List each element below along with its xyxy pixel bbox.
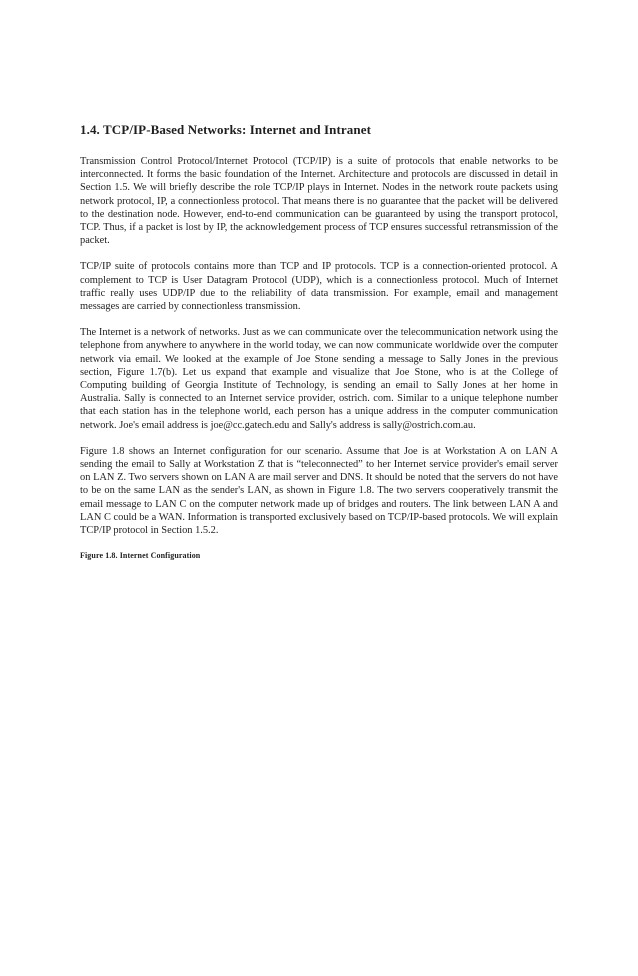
paragraph-tcpip-suite: TCP/IP suite of protocols contains more than TCP and IP protocols. TCP is a connection-oriented protocol. A complement to TCP is User Datagram Protocol (UDP), which is a connectionless protocol. Much of Internet traffic really uses UDP/IP due to the reliability of data transmission. For example, email and management messages are carried by connectionless transmission. bbox=[80, 261, 558, 313]
document-page bbox=[80, 122, 558, 561]
paragraph-internet-configuration: Figure 1.8 shows an Internet configuration for our scenario. Assume that Joe is at Workstation A on LAN A sending the email to Sally at Workstation Z that is “teleconnected” to her Internet service provider's email server on LAN Z. Two servers shown on LAN A are mail server and DNS. It should be noted that the servers do not have to be on the same LAN as the sender's LAN, as shown in Figure 1.8. The two servers cooperatively transmit the email message to LAN C on the computer network made up of bridges and routers. The link between LAN A and LAN C could be a WAN. Information is transported exclusively based on TCP/IP-based protocols. We will explain TCP/IP protocol in Section 1.5.2. bbox=[80, 445, 558, 537]
section-heading: 1.4. TCP/IP-Based Networks: Internet and Intranet bbox=[80, 122, 372, 137]
paragraph-tcpip-intro: Transmission Control Protocol/Internet Protocol (TCP/IP) is a suite of protocols that enable networks to be interconnected. It forms the basic foundation of the Internet. Architecture and protocols are discussed in detail in Section 1.5. We will briefly describe the role TCP/IP plays in Internet. Nodes in the network route packets using network protocol, IP, a connectionless protocol. That means there is no guarantee that the packet will be delivered to the destination node. However, end-to-end communication can be guaranteed by using the transport protocol, TCP. Thus, if a packet is lost by IP, the acknowledgement process of TCP ensures successful retransmission of the packet. bbox=[80, 156, 558, 247]
paragraph-internet-network: The Internet is a network of networks. Just as we can communicate over the telecommunication network using the telephone from anywhere to anywhere in the world today, we can now communicate worldwide over the computer network via email. We looked at the example of Joe Stone sending a message to Sally Jones in the previous section, Figure 1.7(b). Let us expand that example and visualize that Joe Stone, who is at the College of Computing building of Georgia Institute of Technology, is sending an email to Sally Jones at her home in Australia. Sally is connected to an Internet service provider, ostrich. com. Similar to a unique telephone number that each station has in the telephone world, each person has a unique address in the computer communication network. Joe's email address is joe@cc.gatech.edu and Sally's address is sally@ostrich.com.au. bbox=[80, 327, 558, 431]
figure-caption: Figure 1.8. Internet Configuration bbox=[80, 551, 201, 561]
